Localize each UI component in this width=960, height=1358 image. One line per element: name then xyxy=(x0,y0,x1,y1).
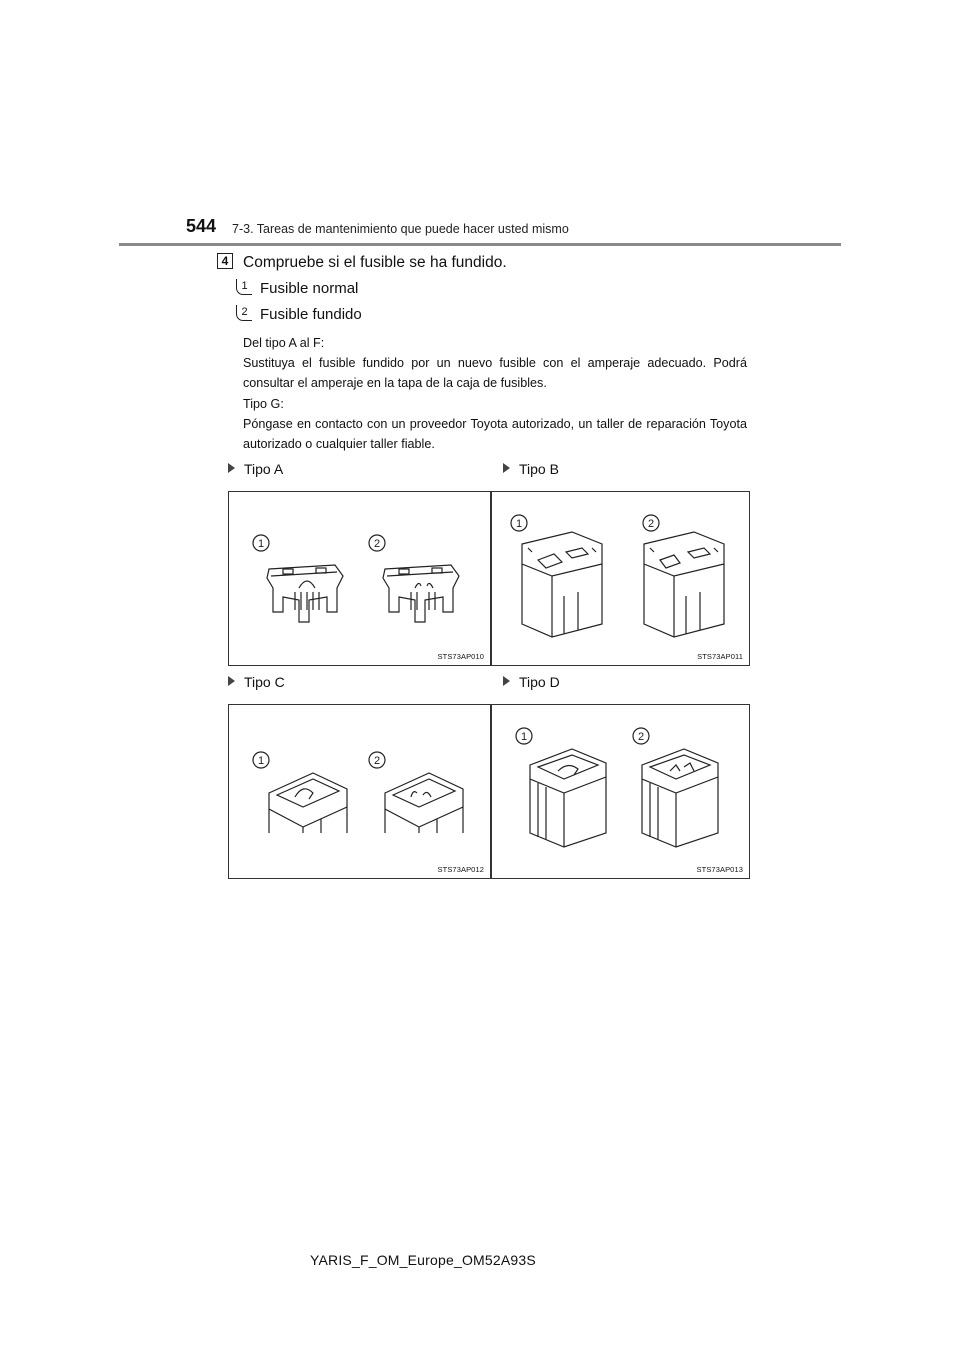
figure-type-c xyxy=(228,704,491,879)
paragraph-body: Póngase en contacto con un proveedor Toyota autorizado, un taller de reparación Toyota autorizado o cualquier taller fiable. xyxy=(243,417,747,451)
legend-number-2: 2 xyxy=(236,305,252,321)
type-b-label: Tipo B xyxy=(503,461,559,477)
paragraph-type-g xyxy=(243,394,747,454)
header-divider xyxy=(119,243,841,246)
page-number: 544 xyxy=(186,216,217,236)
cartridge-fuse-illustration xyxy=(492,492,751,667)
figure-code: STS73AP012 xyxy=(437,865,484,874)
callout-1: 1 xyxy=(257,755,265,767)
blade-fuse-illustration xyxy=(229,492,492,667)
type-d-label: Tipo D xyxy=(503,674,560,690)
step-number-badge: 4 xyxy=(217,253,233,269)
triangle-bullet-icon xyxy=(228,463,235,473)
jcase-fuse-illustration xyxy=(229,705,492,880)
triangle-bullet-icon xyxy=(503,463,510,473)
paragraph-body: Sustituya el fusible fundido por un nuevo fusible con el amperaje adecuado. Podrá consultar el amperaje en la tapa de la caja de fusibles. xyxy=(243,356,747,390)
type-c-label: Tipo C xyxy=(228,674,285,690)
figure-code: STS73AP011 xyxy=(697,652,743,661)
document-code-footer: YARIS_F_OM_Europe_OM52A93S xyxy=(310,1252,536,1268)
callout-1: 1 xyxy=(515,518,523,530)
large-cartridge-fuse-illustration xyxy=(492,705,751,880)
figure-code: STS73AP010 xyxy=(437,652,484,661)
paragraph-heading: Del tipo A al F: xyxy=(243,336,325,350)
triangle-bullet-icon xyxy=(228,676,235,686)
callout-2: 2 xyxy=(373,538,381,550)
callout-1: 1 xyxy=(257,538,265,550)
callout-2: 2 xyxy=(647,518,655,530)
legend-number-1: 1 xyxy=(236,279,252,295)
paragraph-heading: Tipo G: xyxy=(243,397,284,411)
callout-2: 2 xyxy=(637,731,645,743)
figure-type-b xyxy=(491,491,750,666)
legend-normal-fuse: Fusible normal xyxy=(260,280,359,297)
triangle-bullet-icon xyxy=(503,676,510,686)
section-title: 7-3. Tareas de mantenimiento que puede hacer usted mismo xyxy=(232,222,569,236)
callout-2: 2 xyxy=(373,755,381,767)
type-a-label: Tipo A xyxy=(228,461,283,477)
figure-code: STS73AP013 xyxy=(696,865,743,874)
legend-blown-fuse: Fusible fundido xyxy=(260,306,362,323)
step-instruction: Compruebe si el fusible se ha fundido. xyxy=(243,254,507,271)
figure-type-a xyxy=(228,491,491,666)
figure-type-d xyxy=(491,704,750,879)
paragraph-types-a-f xyxy=(243,333,747,393)
callout-1: 1 xyxy=(520,731,528,743)
